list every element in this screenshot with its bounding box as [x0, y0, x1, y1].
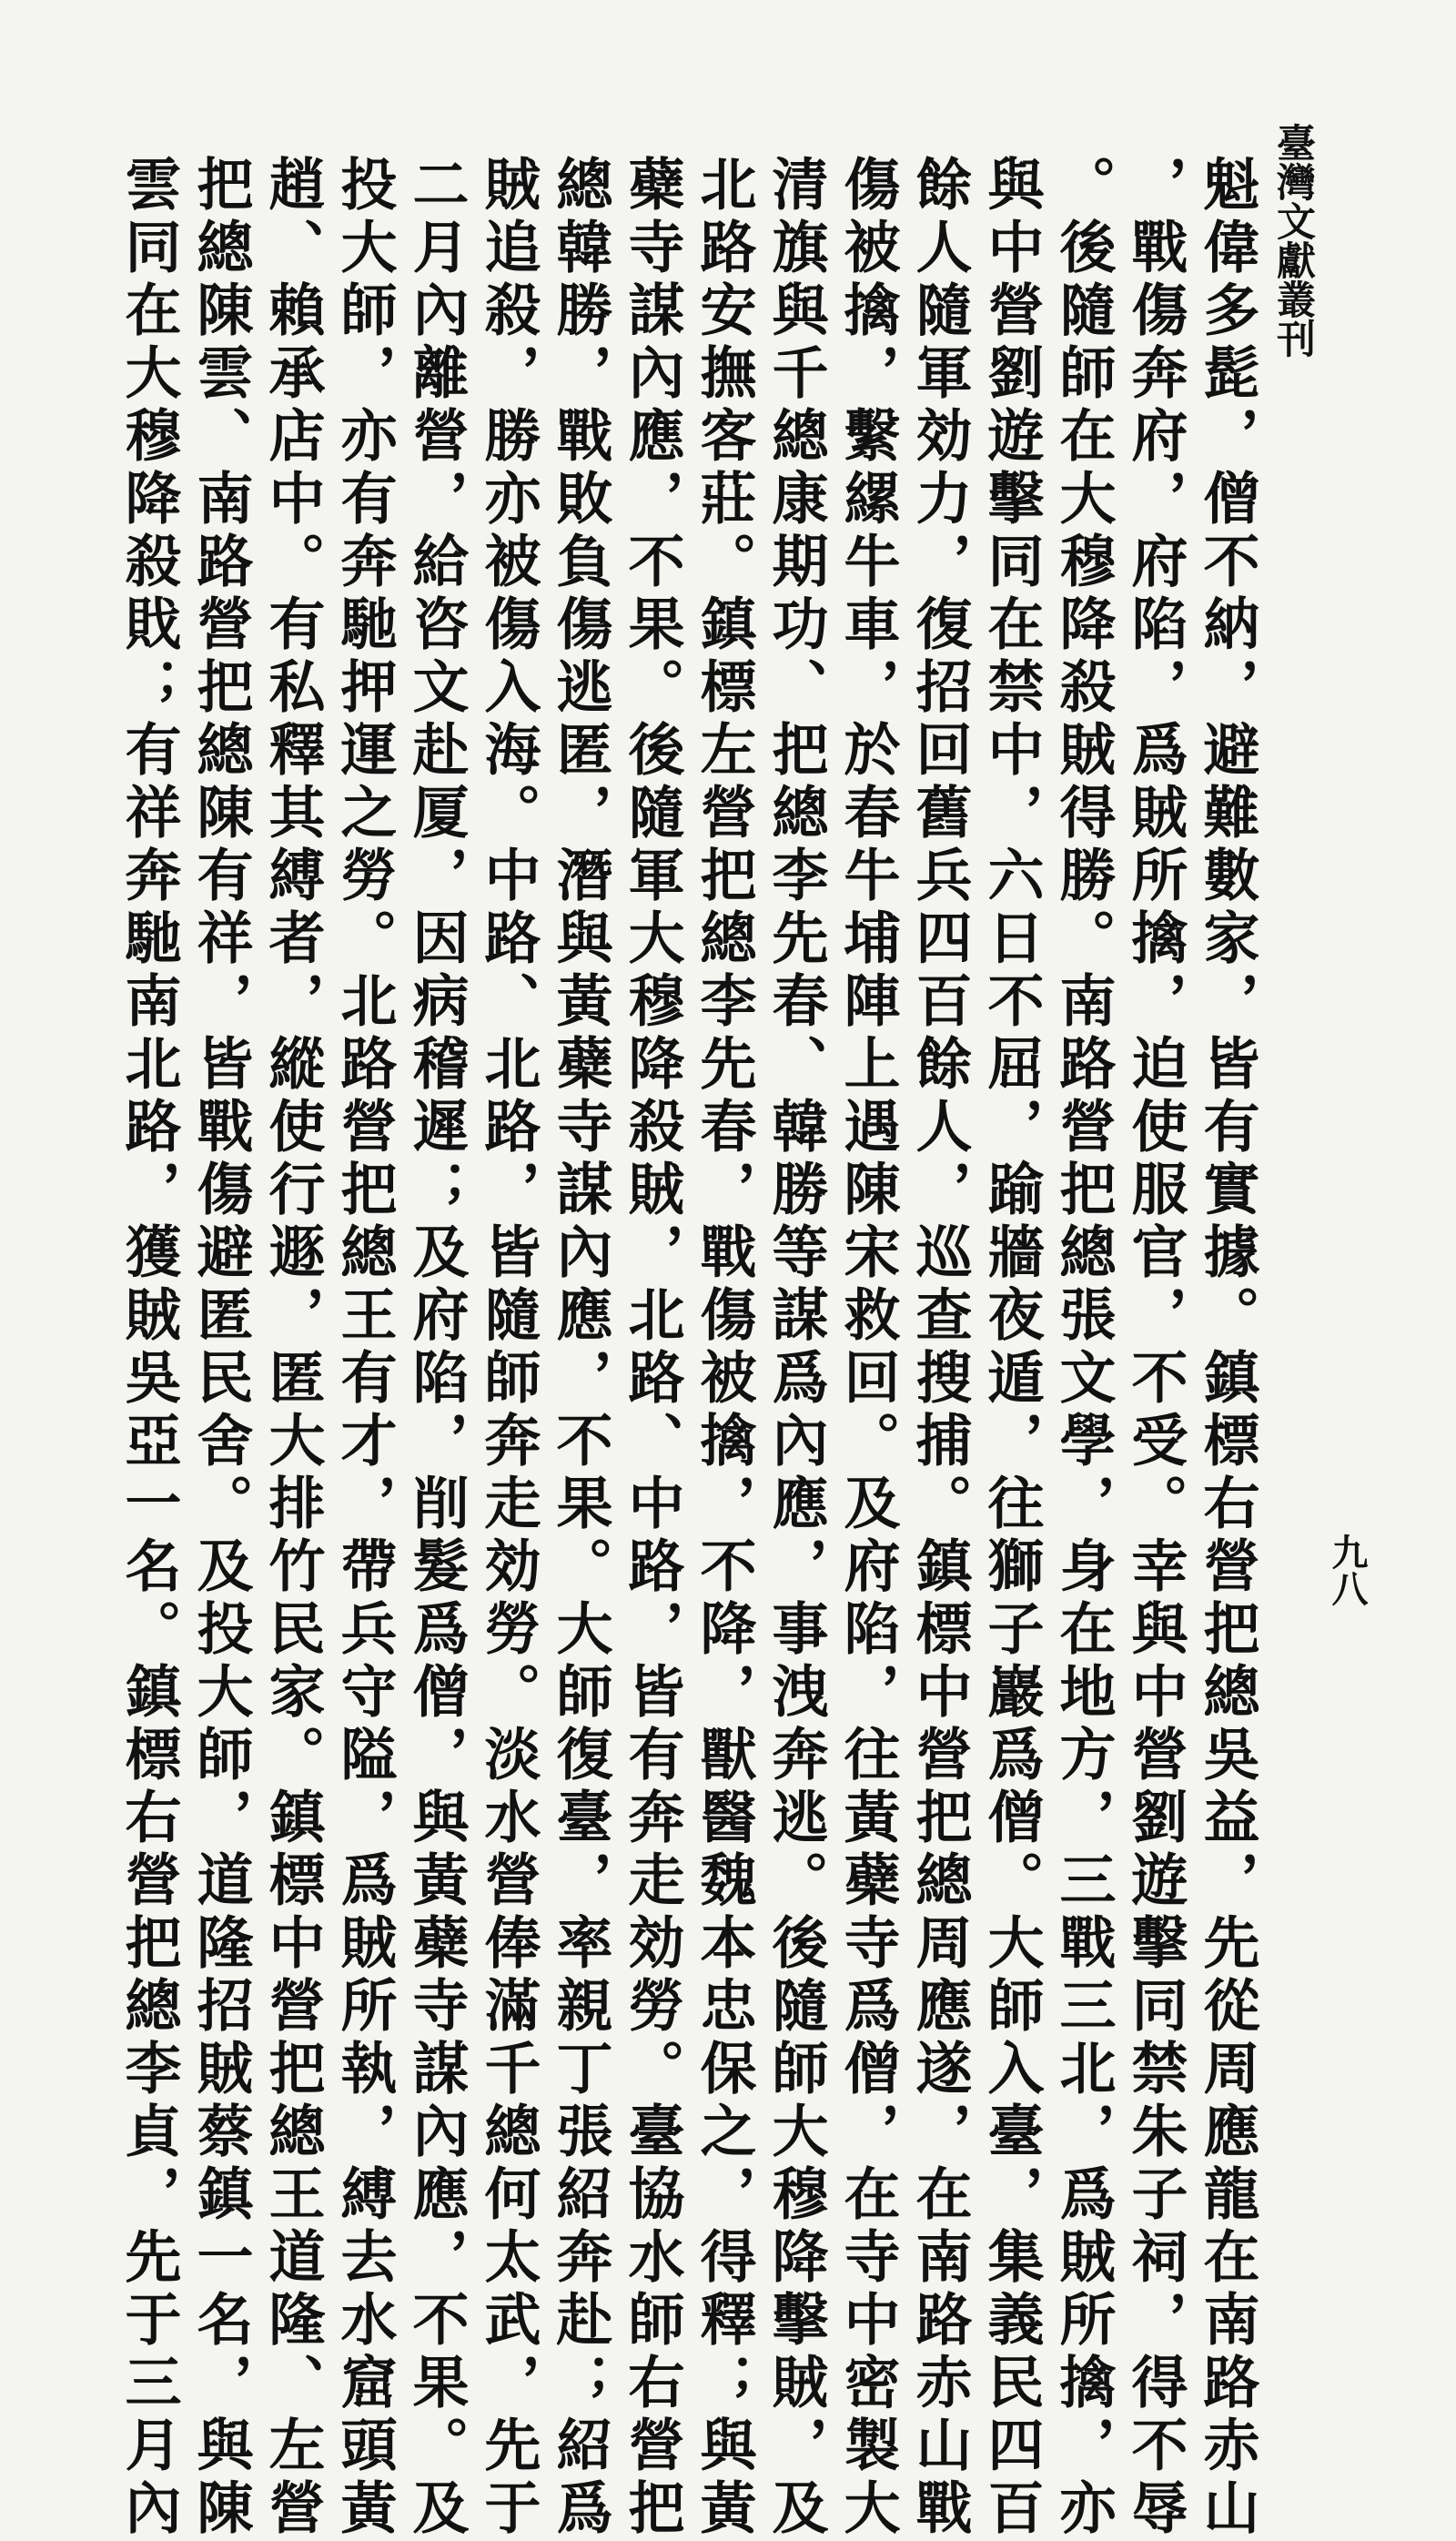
text-column-11: 賊追殺，勝亦被傷入海。中路、北路，皆隨師奔走効勞。淡水營俸滿千總何太武，先于 — [475, 155, 541, 2541]
text-column-2: ，戰傷奔府，府陷，爲賊所擒，迫使服官，不受。幸與中營劉遊擊同禁朱子祠，得不辱 — [1122, 155, 1188, 2541]
vertical-body-text — [113, 155, 1263, 2541]
page-header-title: 臺灣文獻叢刊 — [1270, 123, 1316, 358]
text-column-4: 與中營劉遊擊同在禁中，六日不屈，踰牆夜遁，往獅子巖爲僧。大師入臺，集義民四百 — [978, 155, 1045, 2541]
text-column-6: 傷被擒，繫縲牛車，於春牛埔陣上遇陳宋救回。及府陷，往黃蘗寺爲僧，在寺中密製大 — [834, 155, 901, 2541]
text-column-15: 把總陳雲、南路營把總陳有祥，皆戰傷避匿民舍。及投大師，道隆招賊蔡鎮一名，與陳 — [187, 155, 254, 2541]
text-column-16: 雲同在大穆降殺戝；有祥奔馳南北路，獲賊吳亞一名。鎮標右營把總李貞，先于三月內 — [116, 155, 182, 2541]
text-column-8: 北路安撫客莊。鎮標左營把總李先春，戰傷被擒，不降，獸醫魏本忠保之，得釋；與黃 — [691, 155, 757, 2541]
text-column-12: 二月內離營，給咨文赴厦，因病稽遲；及府陷，削髮爲僧，與黃蘗寺謀內應，不果。及 — [403, 155, 470, 2541]
text-column-1: 魁偉多髭，僧不納，避難數家，皆有實據。鎮標右營把總吳益，先從周應龍在南路赤山 — [1194, 155, 1260, 2541]
text-column-3: 。後隨師在大穆降殺賊得勝。南路營把總張文學，身在地方，三戰三北，爲賊所擒，亦 — [1050, 155, 1117, 2541]
text-column-7: 清旗與千總康期功、把總李先春、韓勝等謀爲內應，事洩奔逃。後隨師大穆降擊賊，及 — [763, 155, 829, 2541]
text-column-14: 趙、賴承店中。有私釋其縛者，縱使行遯，匿大排竹民家。鎮標中營把總王道隆、左營 — [259, 155, 326, 2541]
page-number: 九八 — [1326, 1534, 1369, 1606]
text-column-10: 總韓勝，戰敗負傷逃匿，潛與黃蘗寺謀內應，不果。大師復臺，率親丁張紹奔赴；紹爲 — [547, 155, 613, 2541]
text-column-5: 餘人隨軍効力，復招回舊兵四百餘人，巡查搜捕。鎮標中營把總周應遂，在南路赤山戰 — [906, 155, 973, 2541]
text-column-9: 蘗寺謀內應，不果。後隨軍大穆降殺賊，北路、中路，皆有奔走効勞。臺協水師右營把 — [619, 155, 685, 2541]
text-column-13: 投大師，亦有奔馳押運之勞。北路營把總王有才，帶兵守隘，爲賊所執，縛去水窟頭黃 — [331, 155, 398, 2541]
